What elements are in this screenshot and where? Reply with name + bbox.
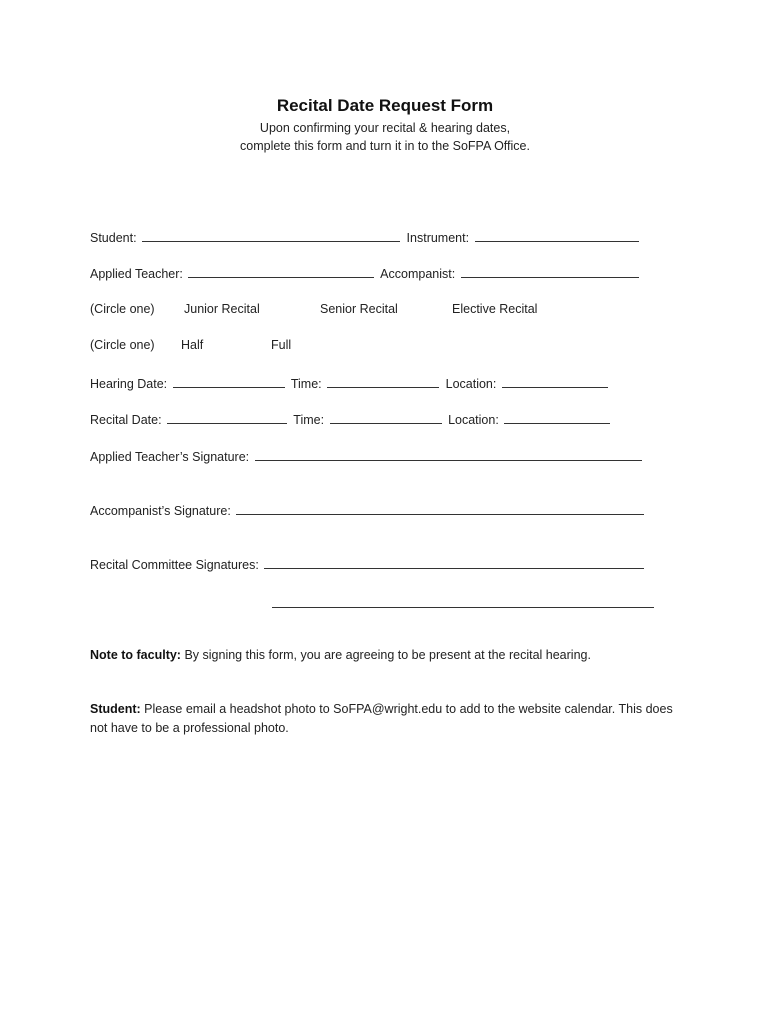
- form-subtitle-line-2: complete this form and turn it in to the SoFPA Office.: [240, 139, 530, 153]
- option-senior-recital[interactable]: Senior Recital: [320, 302, 398, 316]
- accompanist-label: Accompanist:: [380, 267, 456, 281]
- faculty-note-text: By signing this form, you are agreeing to be present at the recital hearing.: [180, 648, 591, 662]
- option-junior-recital[interactable]: Junior Recital: [184, 302, 260, 316]
- form-subtitle-line-1: Upon confirming your recital & hearing dates,: [259, 121, 511, 135]
- recital-date-field[interactable]: [167, 411, 287, 424]
- student-note: [90, 700, 690, 738]
- student-label: Student:: [90, 231, 137, 245]
- applied-teacher-field[interactable]: [188, 265, 374, 278]
- hearing-location-field[interactable]: [502, 375, 608, 388]
- committee-signature-field-1[interactable]: [264, 556, 644, 569]
- applied-teacher-signature-field[interactable]: [255, 448, 642, 461]
- applied-teacher-signature-label: Applied Teacher’s Signature:: [90, 450, 250, 464]
- instrument-field[interactable]: [475, 229, 639, 242]
- recital-time-label: Time:: [293, 413, 325, 427]
- hearing-row: [90, 375, 611, 391]
- recital-location-label: Location:: [448, 413, 499, 427]
- teacher-signature-row: [90, 448, 645, 464]
- instrument-label: Instrument:: [406, 231, 470, 245]
- student-note-text: Please email a headshot photo to SoFPA@wright.edu to add to the website calendar. This does not have to be a professional photo.: [90, 702, 673, 735]
- recital-time-field[interactable]: [330, 411, 442, 424]
- hearing-date-label: Hearing Date:: [90, 377, 168, 391]
- student-note-label: Student:: [90, 702, 141, 716]
- recital-row: [90, 411, 613, 427]
- recital-location-field[interactable]: [504, 411, 610, 424]
- option-half[interactable]: Half: [181, 338, 204, 352]
- applied-teacher-label: Applied Teacher:: [90, 267, 183, 281]
- committee-signature-row: [90, 556, 647, 572]
- recital-date-label: Recital Date:: [90, 413, 162, 427]
- recital-length-prefix: (Circle one): [90, 338, 155, 352]
- option-full[interactable]: Full: [271, 338, 292, 352]
- accompanist-field[interactable]: [461, 265, 639, 278]
- accompanist-signature-label: Accompanist’s Signature:: [90, 504, 231, 518]
- hearing-date-field[interactable]: [173, 375, 285, 388]
- teacher-row: [90, 265, 642, 281]
- committee-signature-field-2[interactable]: [272, 595, 654, 608]
- option-elective-recital[interactable]: Elective Recital: [452, 302, 538, 316]
- accompanist-signature-row: [90, 502, 647, 518]
- student-row: [90, 229, 642, 245]
- hearing-time-field[interactable]: [327, 375, 439, 388]
- faculty-note: [90, 646, 690, 665]
- student-field[interactable]: [142, 229, 400, 242]
- hearing-location-label: Location:: [445, 377, 497, 391]
- accompanist-signature-field[interactable]: [236, 502, 644, 515]
- committee-signature-label: Recital Committee Signatures:: [90, 558, 259, 572]
- recital-type-prefix: (Circle one): [90, 302, 155, 316]
- hearing-time-label: Time:: [290, 377, 322, 391]
- form-title: Recital Date Request Form: [276, 96, 494, 115]
- faculty-note-label: Note to faculty:: [90, 648, 181, 662]
